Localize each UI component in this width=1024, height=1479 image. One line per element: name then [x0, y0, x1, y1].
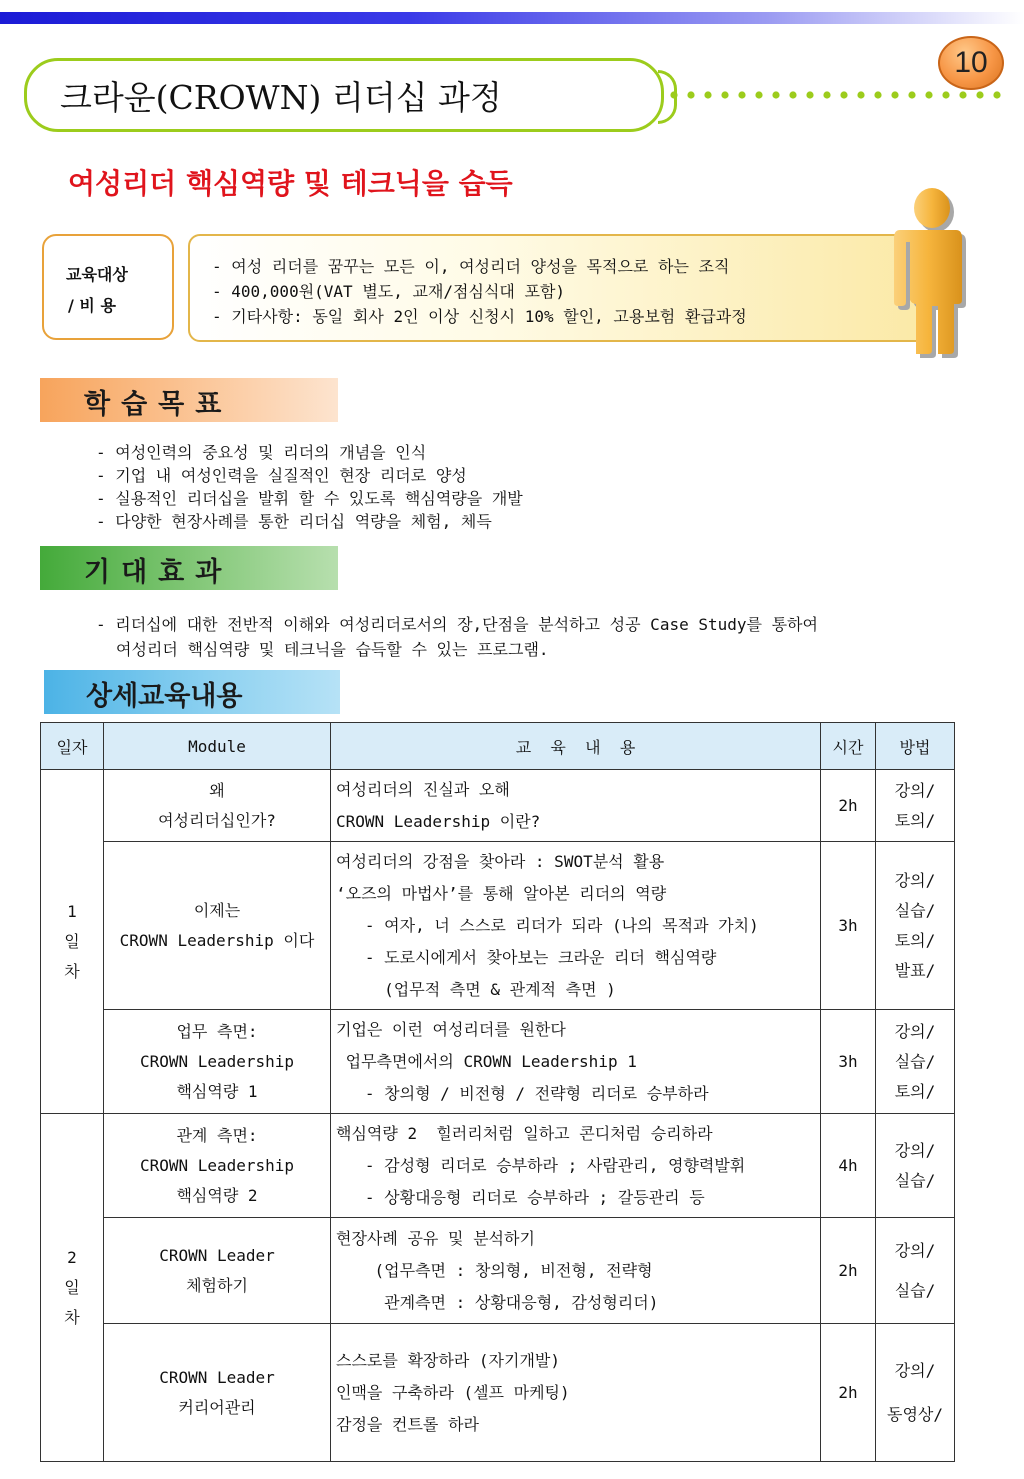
- method-cell: [876, 1218, 955, 1324]
- method-line: 동영상/: [886, 1404, 943, 1424]
- content-cell: [331, 842, 821, 1010]
- target-line: - 여성 리더를 꿈꾸는 모든 이, 여성리더 양성을 목적으로 하는 조직: [212, 257, 730, 276]
- method-line: 토의/: [894, 1081, 936, 1101]
- effects-line: 여성리더 핵심역량 및 테크닉을 습득할 수 있는 프로그램.: [116, 640, 549, 659]
- dot: [840, 91, 847, 98]
- method-line: 실습/: [894, 1051, 936, 1071]
- content-line: 스스로를 확장하라 (자기개발): [336, 1350, 561, 1370]
- dotted-line: [668, 88, 1004, 102]
- time-cell: 3h: [821, 842, 876, 1010]
- method-line: 강의/: [894, 1360, 936, 1380]
- table-header-row: [41, 723, 955, 770]
- module-cell: [104, 770, 331, 842]
- content-line: - 창의형 / 비전형 / 전략형 리더로 승부하라: [336, 1083, 709, 1103]
- content-line: 관계측면 : 상황대응형, 감성형리더): [336, 1292, 659, 1312]
- content-line: - 여자, 너 스스로 리더가 되라 (나의 목적과 가치): [336, 915, 759, 935]
- content-line: - 상황대응형 리더로 승부하라 ; 갈등관리 등: [336, 1187, 705, 1207]
- day-label: 일: [64, 931, 80, 951]
- content-line: 업무측면에서의 CROWN Leadership 1: [336, 1051, 637, 1071]
- content-line: 현장사례 공유 및 분석하기: [336, 1228, 535, 1248]
- dot: [959, 91, 966, 98]
- target-line: - 기타사항: 동일 회사 2인 이상 신청시 10% 할인, 고용보험 환급과정: [212, 307, 747, 326]
- content-line: 여성리더의 진실과 오해: [336, 779, 510, 799]
- day-label: 1: [67, 901, 77, 921]
- content-line: (업무적 측면 & 관계적 측면 ): [336, 979, 616, 999]
- person-icon: [892, 186, 968, 358]
- content-line: 여성리더의 강점을 찾아라 : SWOT분석 활용: [336, 851, 665, 871]
- goal-item: - 다양한 현장사례를 통한 리더십 역량을 체험, 체득: [96, 512, 492, 531]
- module-line: 관계 측면:: [176, 1125, 258, 1145]
- module-line: 핵심역량 2: [176, 1185, 258, 1205]
- header-content: 교 육 내 용: [331, 723, 821, 770]
- target-label-line2: / 비 용: [68, 296, 116, 315]
- dot: [925, 91, 932, 98]
- method-cell: [876, 842, 955, 1010]
- table-row: [41, 770, 955, 842]
- module-cell: [104, 1114, 331, 1218]
- module-cell: [104, 842, 331, 1010]
- day-label: 차: [64, 961, 80, 981]
- content-line: - 도로시에게서 찾아보는 크라운 리더 핵심역량: [336, 947, 717, 967]
- module-line: CROWN Leadership: [139, 1155, 295, 1175]
- header-day: 일자: [41, 723, 104, 770]
- dot: [942, 91, 949, 98]
- dot: [721, 91, 728, 98]
- content-cell: [331, 1218, 821, 1324]
- dot: [874, 91, 881, 98]
- detail-heading: 상세교육내용: [86, 681, 243, 712]
- target-label-box: [42, 234, 174, 340]
- goal-item: - 여성인력의 중요성 및 리더의 개념을 인식: [96, 443, 427, 462]
- content-line: (업무측면 : 창의형, 비전형, 전략형: [336, 1260, 653, 1280]
- method-line: 실습/: [894, 900, 936, 920]
- method-line: 실습/: [894, 1280, 936, 1300]
- content-line: 감정을 컨트롤 하라: [336, 1414, 479, 1434]
- content-line: 기업은 이런 여성리더를 원한다: [336, 1019, 566, 1039]
- method-cell: [876, 1324, 955, 1462]
- dot: [993, 91, 1000, 98]
- content-cell: [331, 1010, 821, 1114]
- module-line: 체험하기: [186, 1275, 248, 1295]
- page-title: 크라운(CROWN) 리더십 과정: [60, 78, 502, 117]
- module-line: 커리어관리: [178, 1397, 256, 1417]
- module-line: CROWN Leadership: [139, 1051, 295, 1071]
- day-cell: [41, 770, 104, 1114]
- module-line: 왜: [209, 780, 225, 800]
- method-line: 강의/: [894, 1021, 936, 1041]
- goal-item: - 실용적인 리더십을 발휘 할 수 있도록 핵심역량을 개발: [96, 489, 523, 508]
- dot: [857, 91, 864, 98]
- day-cell: [41, 1114, 104, 1462]
- method-line: 강의/: [894, 780, 936, 800]
- module-line: 업무 측면:: [176, 1021, 258, 1041]
- goals-heading: 학습목표: [84, 389, 233, 420]
- method-cell: [876, 770, 955, 842]
- curriculum-table: [40, 722, 955, 1462]
- module-line: 핵심역량 1: [176, 1081, 258, 1101]
- effects-line: - 리더십에 대한 전반적 이해와 여성리더로서의 장,단점을 분석하고 성공 Case Study를 통하여: [96, 615, 818, 634]
- method-line: 강의/: [894, 1240, 936, 1260]
- header-method: 방법: [876, 723, 955, 770]
- top-gradient-bar: [0, 12, 1024, 24]
- table-row: [41, 1010, 955, 1114]
- module-line: CROWN Leadership 이다: [119, 930, 315, 950]
- method-cell: [876, 1010, 955, 1114]
- page-number-badge: 10: [938, 36, 1004, 90]
- dot: [976, 91, 983, 98]
- table-row: [41, 842, 955, 1010]
- day-label: 차: [64, 1307, 80, 1327]
- dot: [755, 91, 762, 98]
- time-cell: 4h: [821, 1114, 876, 1218]
- content-cell: [331, 1324, 821, 1462]
- module-cell: [104, 1218, 331, 1324]
- effects-heading: 기대효과: [84, 557, 233, 588]
- module-cell: [104, 1010, 331, 1114]
- module-line: 이제는: [193, 900, 241, 920]
- dot: [908, 91, 915, 98]
- dot: [687, 91, 694, 98]
- module-line: CROWN Leader: [159, 1367, 275, 1387]
- method-line: 토의/: [894, 810, 936, 830]
- content-cell: [331, 1114, 821, 1218]
- dot: [823, 91, 830, 98]
- table-row: [41, 1324, 955, 1462]
- day-label: 일: [64, 1277, 80, 1297]
- header-time: 시간: [821, 723, 876, 770]
- dot: [704, 91, 711, 98]
- time-cell: 2h: [821, 770, 876, 842]
- content-line: 핵심역량 2 힐러리처럼 일하고 콘디처럼 승리하라: [336, 1123, 713, 1143]
- table-row: [41, 1218, 955, 1324]
- goal-item: - 기업 내 여성인력을 실질적인 현장 리더로 양성: [96, 466, 467, 485]
- headline: 여성리더 핵심역량 및 테크닉을 습득: [68, 167, 513, 200]
- method-cell: [876, 1114, 955, 1218]
- method-line: 강의/: [894, 870, 936, 890]
- target-line: - 400,000원(VAT 별도, 교재/점심식대 포함): [212, 282, 566, 301]
- dot: [891, 91, 898, 98]
- module-line: CROWN Leader: [159, 1245, 275, 1265]
- method-line: 발표/: [894, 960, 936, 980]
- module-cell: [104, 1324, 331, 1462]
- method-line: 토의/: [894, 930, 936, 950]
- dot: [789, 91, 796, 98]
- time-cell: 2h: [821, 1218, 876, 1324]
- content-line: ‘오즈의 마법사’를 통해 알아본 리더의 역량: [336, 883, 667, 903]
- module-line: 여성리더십인가?: [158, 810, 276, 830]
- header-module: Module: [104, 723, 331, 770]
- content-line: CROWN Leadership 이란?: [336, 811, 541, 831]
- content-cell: [331, 770, 821, 842]
- method-line: 강의/: [894, 1140, 936, 1160]
- table-row: [41, 1114, 955, 1218]
- content-line: - 감성형 리더로 승부하라 ; 사람관리, 영향력발휘: [336, 1155, 746, 1175]
- day-label: 2: [67, 1247, 77, 1267]
- target-label-line1: 교육대상: [66, 265, 128, 284]
- time-cell: 3h: [821, 1010, 876, 1114]
- time-cell: 2h: [821, 1324, 876, 1462]
- dot: [806, 91, 813, 98]
- dot: [670, 91, 677, 98]
- content-line: 인맥을 구축하라 (셀프 마케팅): [336, 1382, 570, 1402]
- dot: [738, 91, 745, 98]
- dot: [772, 91, 779, 98]
- method-line: 실습/: [894, 1170, 936, 1190]
